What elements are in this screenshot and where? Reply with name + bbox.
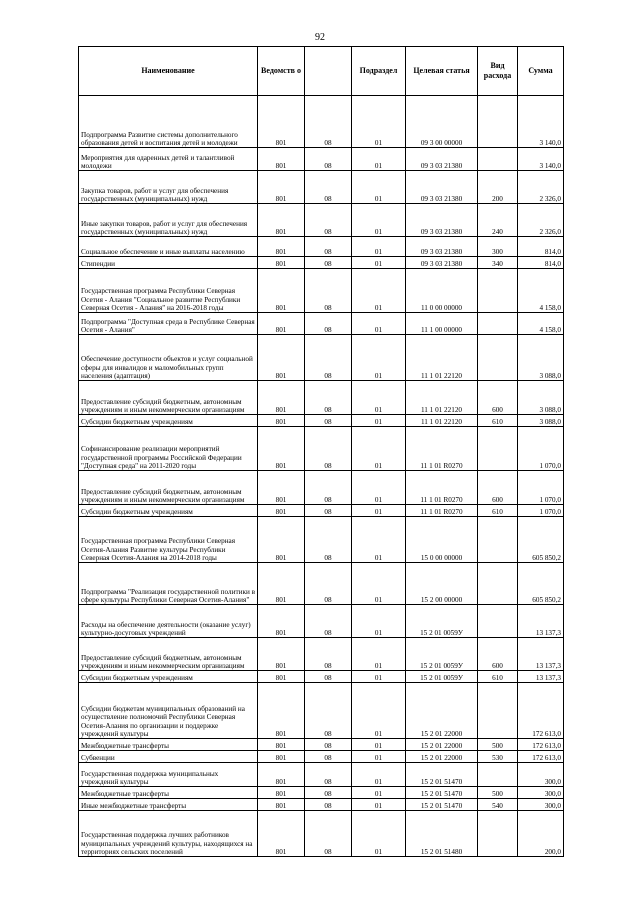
cell-amount: 1 070,0	[518, 505, 564, 517]
cell-target-article: 15 2 01 22000	[406, 739, 478, 751]
cell-amount: 3 088,0	[518, 335, 564, 381]
table-row	[79, 739, 564, 751]
cell-amount: 172 613,0	[518, 751, 564, 763]
cell-department: 801	[258, 811, 305, 857]
cell-expense-type: 300	[478, 237, 518, 257]
table-row	[79, 335, 564, 381]
table-row	[79, 505, 564, 517]
header-section	[305, 47, 352, 96]
cell-target-article: 11 1 01 R0270	[406, 427, 478, 471]
cell-expense-type	[478, 811, 518, 857]
cell-expense-type	[478, 427, 518, 471]
cell-target-article: 09 3 00 00000	[406, 96, 478, 148]
cell-department: 801	[258, 671, 305, 683]
cell-target-article: 11 1 01 22120	[406, 415, 478, 427]
cell-amount: 605 850,2	[518, 563, 564, 605]
cell-name: Межбюджетные трансферты	[79, 739, 258, 751]
cell-department: 801	[258, 313, 305, 335]
table-row	[79, 638, 564, 671]
cell-target-article: 11 1 01 22120	[406, 335, 478, 381]
cell-expense-type	[478, 335, 518, 381]
cell-section: 08	[305, 517, 352, 563]
cell-name: Подпрограмма "Реализация государственной политики в сфере культуры Республики Северная Осетия-Алания"	[79, 563, 258, 605]
table-row	[79, 517, 564, 563]
cell-subsection: 01	[352, 471, 406, 505]
cell-section: 08	[305, 148, 352, 171]
cell-subsection: 01	[352, 257, 406, 269]
cell-expense-type	[478, 683, 518, 739]
cell-name: Государственная поддержка лучших работников муниципальных учреждений культуры, находящихся на территориях сельских поселений	[79, 811, 258, 857]
cell-name: Расходы на обеспечение деятельности (оказание услуг) культурно-досуговых учреждений	[79, 605, 258, 638]
cell-target-article: 15 0 00 00000	[406, 517, 478, 563]
cell-target-article: 15 2 01 0059У	[406, 638, 478, 671]
table-row	[79, 427, 564, 471]
table-body	[79, 96, 564, 857]
cell-expense-type: 500	[478, 787, 518, 799]
cell-target-article: 15 2 01 22000	[406, 751, 478, 763]
budget-table	[78, 46, 564, 857]
cell-target-article: 09 3 03 21380	[406, 257, 478, 269]
table-row	[79, 683, 564, 739]
cell-amount: 3 140,0	[518, 96, 564, 148]
table-row	[79, 313, 564, 335]
cell-name: Субсидии бюджетам муниципальных образований на осуществление полномочий Республики Северная Осетия-Алания по организации и поддержке учреждений культуры	[79, 683, 258, 739]
cell-name: Субвенции	[79, 751, 258, 763]
table-row	[79, 381, 564, 415]
header-department: Ведомств о	[258, 47, 305, 96]
cell-name: Предоставление субсидий бюджетным, автономным учреждениям и иным некоммерческим организациям	[79, 381, 258, 415]
cell-department: 801	[258, 799, 305, 811]
cell-department: 801	[258, 605, 305, 638]
cell-subsection: 01	[352, 427, 406, 471]
cell-amount: 13 137,3	[518, 671, 564, 683]
cell-expense-type: 610	[478, 671, 518, 683]
cell-name: Социальное обеспечение и иные выплаты населению	[79, 237, 258, 257]
cell-name: Государственная поддержка муниципальных учреждений культуры	[79, 763, 258, 787]
cell-amount: 1 070,0	[518, 427, 564, 471]
cell-section: 08	[305, 415, 352, 427]
page-number: 92	[315, 32, 325, 43]
cell-section: 08	[305, 237, 352, 257]
cell-amount: 13 137,3	[518, 638, 564, 671]
cell-expense-type	[478, 148, 518, 171]
cell-subsection: 01	[352, 381, 406, 415]
cell-section: 08	[305, 799, 352, 811]
cell-subsection: 01	[352, 415, 406, 427]
cell-subsection: 01	[352, 269, 406, 313]
cell-amount: 300,0	[518, 763, 564, 787]
cell-target-article: 15 2 01 51480	[406, 811, 478, 857]
table-row	[79, 415, 564, 427]
cell-target-article: 15 2 01 0059У	[406, 605, 478, 638]
cell-target-article: 09 3 03 21380	[406, 148, 478, 171]
cell-name: Иные закупки товаров, работ и услуг для обеспечения государственных (муниципальных) нужд	[79, 204, 258, 237]
cell-name: Межбюджетные трансферты	[79, 787, 258, 799]
table-row	[79, 471, 564, 505]
cell-subsection: 01	[352, 671, 406, 683]
cell-section: 08	[305, 269, 352, 313]
cell-section: 08	[305, 683, 352, 739]
cell-target-article: 11 1 01 R0270	[406, 505, 478, 517]
cell-expense-type: 600	[478, 471, 518, 505]
cell-section: 08	[305, 638, 352, 671]
cell-target-article: 09 3 03 21380	[406, 204, 478, 237]
cell-expense-type: 610	[478, 505, 518, 517]
cell-name: Подпрограмма "Доступная среда в Республике Северная Осетия - Алания"	[79, 313, 258, 335]
cell-expense-type	[478, 763, 518, 787]
cell-department: 801	[258, 415, 305, 427]
cell-subsection: 01	[352, 605, 406, 638]
cell-expense-type: 540	[478, 799, 518, 811]
table-row	[79, 799, 564, 811]
cell-section: 08	[305, 427, 352, 471]
cell-subsection: 01	[352, 148, 406, 171]
cell-section: 08	[305, 563, 352, 605]
cell-amount: 13 137,3	[518, 605, 564, 638]
table-row	[79, 751, 564, 763]
table-row	[79, 204, 564, 237]
cell-amount: 605 850,2	[518, 517, 564, 563]
cell-subsection: 01	[352, 683, 406, 739]
cell-name: Субсидии бюджетным учреждениям	[79, 415, 258, 427]
header-name: Наименование	[79, 47, 258, 96]
cell-department: 801	[258, 471, 305, 505]
cell-amount: 3 140,0	[518, 148, 564, 171]
cell-target-article: 15 2 01 22000	[406, 683, 478, 739]
cell-subsection: 01	[352, 204, 406, 237]
cell-section: 08	[305, 505, 352, 517]
cell-name: Государственная программа Республики Северная Осетия - Алания "Социальное развитие Республики Северная Осетия - Алания" на 2016-2018 годы	[79, 269, 258, 313]
cell-section: 08	[305, 787, 352, 799]
cell-section: 08	[305, 811, 352, 857]
cell-department: 801	[258, 739, 305, 751]
cell-name: Мероприятия для одаренных детей и талантливой молодежи	[79, 148, 258, 171]
cell-department: 801	[258, 335, 305, 381]
cell-subsection: 01	[352, 638, 406, 671]
cell-name: Закупка товаров, работ и услуг для обеспечения государственных (муниципальных) нужд	[79, 171, 258, 204]
cell-amount: 814,0	[518, 237, 564, 257]
table-row	[79, 787, 564, 799]
cell-section: 08	[305, 671, 352, 683]
cell-expense-type	[478, 96, 518, 148]
cell-amount: 814,0	[518, 257, 564, 269]
cell-section: 08	[305, 257, 352, 269]
cell-department: 801	[258, 683, 305, 739]
cell-amount: 200,0	[518, 811, 564, 857]
cell-expense-type	[478, 605, 518, 638]
cell-name: Софинансирование реализации мероприятий государственной программы Российской Федерации "Доступная среда" на 2011-2020 годы	[79, 427, 258, 471]
cell-section: 08	[305, 313, 352, 335]
cell-subsection: 01	[352, 96, 406, 148]
cell-department: 801	[258, 751, 305, 763]
table-row	[79, 811, 564, 857]
table-row	[79, 171, 564, 204]
cell-section: 08	[305, 96, 352, 148]
cell-amount: 3 088,0	[518, 381, 564, 415]
table-header-row	[79, 47, 564, 96]
cell-subsection: 01	[352, 313, 406, 335]
cell-department: 801	[258, 763, 305, 787]
cell-department: 801	[258, 171, 305, 204]
cell-amount: 4 158,0	[518, 269, 564, 313]
cell-expense-type: 610	[478, 415, 518, 427]
cell-section: 08	[305, 763, 352, 787]
cell-section: 08	[305, 605, 352, 638]
cell-department: 801	[258, 517, 305, 563]
cell-amount: 3 088,0	[518, 415, 564, 427]
cell-subsection: 01	[352, 563, 406, 605]
cell-department: 801	[258, 204, 305, 237]
cell-department: 801	[258, 638, 305, 671]
cell-subsection: 01	[352, 335, 406, 381]
cell-expense-type: 600	[478, 638, 518, 671]
cell-target-article: 15 2 01 51470	[406, 763, 478, 787]
cell-department: 801	[258, 257, 305, 269]
cell-target-article: 09 3 03 21380	[406, 171, 478, 204]
cell-section: 08	[305, 751, 352, 763]
cell-subsection: 01	[352, 739, 406, 751]
cell-amount: 2 326,0	[518, 171, 564, 204]
cell-department: 801	[258, 427, 305, 471]
cell-department: 801	[258, 505, 305, 517]
cell-subsection: 01	[352, 763, 406, 787]
header-subsection: Подраздел	[352, 47, 406, 96]
cell-subsection: 01	[352, 799, 406, 811]
cell-subsection: 01	[352, 171, 406, 204]
cell-target-article: 11 0 00 00000	[406, 269, 478, 313]
cell-name: Субсидии бюджетным учреждениям	[79, 671, 258, 683]
header-expense-type: Вид расхода	[478, 47, 518, 96]
cell-section: 08	[305, 335, 352, 381]
cell-expense-type	[478, 269, 518, 313]
cell-amount: 172 613,0	[518, 683, 564, 739]
cell-section: 08	[305, 471, 352, 505]
cell-name: Иные межбюджетные трансферты	[79, 799, 258, 811]
cell-name: Предоставление субсидий бюджетным, автономным учреждениям и иным некоммерческим организациям	[79, 638, 258, 671]
table-row	[79, 96, 564, 148]
cell-name: Предоставление субсидий бюджетным, автономным учреждениям и иным некоммерческим организациям	[79, 471, 258, 505]
cell-target-article: 11 1 01 R0270	[406, 471, 478, 505]
cell-subsection: 01	[352, 751, 406, 763]
cell-expense-type	[478, 313, 518, 335]
cell-amount: 4 158,0	[518, 313, 564, 335]
cell-target-article: 11 1 00 00000	[406, 313, 478, 335]
cell-target-article: 11 1 01 22120	[406, 381, 478, 415]
cell-expense-type	[478, 563, 518, 605]
cell-target-article: 15 2 01 51470	[406, 799, 478, 811]
cell-name: Стипендии	[79, 257, 258, 269]
cell-subsection: 01	[352, 787, 406, 799]
table-row	[79, 763, 564, 787]
cell-department: 801	[258, 148, 305, 171]
header-target-article: Целевая статья	[406, 47, 478, 96]
cell-section: 08	[305, 381, 352, 415]
cell-amount: 300,0	[518, 799, 564, 811]
cell-name: Субсидии бюджетным учреждениям	[79, 505, 258, 517]
cell-amount: 2 326,0	[518, 204, 564, 237]
cell-target-article: 15 2 01 51470	[406, 787, 478, 799]
cell-expense-type	[478, 517, 518, 563]
cell-expense-type: 240	[478, 204, 518, 237]
cell-name: Государственная программа Республики Северная Осетия-Алания Развитие культуры Республики Северная Осетия-Алания на 2014-2018 годы	[79, 517, 258, 563]
cell-target-article: 15 2 01 0059У	[406, 671, 478, 683]
cell-department: 801	[258, 269, 305, 313]
cell-department: 801	[258, 96, 305, 148]
cell-subsection: 01	[352, 811, 406, 857]
cell-department: 801	[258, 237, 305, 257]
cell-expense-type: 500	[478, 739, 518, 751]
table-row	[79, 605, 564, 638]
cell-expense-type: 200	[478, 171, 518, 204]
cell-target-article: 15 2 00 00000	[406, 563, 478, 605]
cell-subsection: 01	[352, 517, 406, 563]
cell-amount: 1 070,0	[518, 471, 564, 505]
cell-expense-type: 600	[478, 381, 518, 415]
cell-subsection: 01	[352, 237, 406, 257]
cell-department: 801	[258, 787, 305, 799]
cell-target-article: 09 3 03 21380	[406, 237, 478, 257]
cell-expense-type: 340	[478, 257, 518, 269]
table-row	[79, 269, 564, 313]
cell-subsection: 01	[352, 505, 406, 517]
header-amount: Сумма	[518, 47, 564, 96]
cell-name: Подпрограмма Развитие системы дополнительного образования детей и воспитания детей и молодежи	[79, 96, 258, 148]
cell-department: 801	[258, 563, 305, 605]
cell-name: Обеспечение доступности объектов и услуг социальной сферы для инвалидов и маломобильных групп населения (адаптация)	[79, 335, 258, 381]
cell-amount: 172 613,0	[518, 739, 564, 751]
table-row	[79, 671, 564, 683]
cell-section: 08	[305, 171, 352, 204]
table-row	[79, 257, 564, 269]
cell-department: 801	[258, 381, 305, 415]
table-row	[79, 563, 564, 605]
cell-section: 08	[305, 739, 352, 751]
cell-expense-type: 530	[478, 751, 518, 763]
cell-section: 08	[305, 204, 352, 237]
table-row	[79, 237, 564, 257]
table-row	[79, 148, 564, 171]
cell-amount: 300,0	[518, 787, 564, 799]
